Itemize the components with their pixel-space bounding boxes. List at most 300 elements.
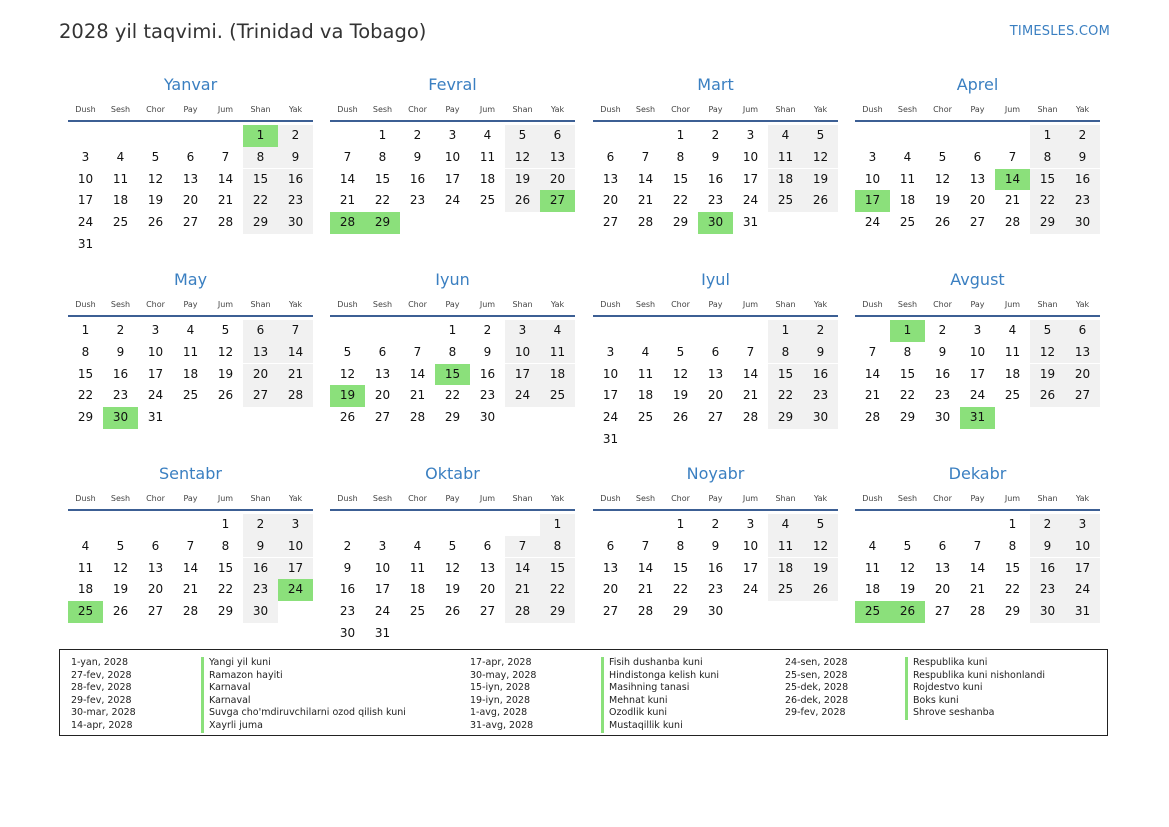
day-cell: 4 [768,514,803,536]
weekday-header: Shan [512,494,533,503]
day-cell: 8 [81,344,90,359]
day-cell: 18 [768,558,803,580]
day-cell: 24 [602,410,619,425]
day-cell: 31 [602,432,619,446]
weekday-header: Pay [183,105,198,114]
day-cell: 21 [637,193,654,208]
weekday-header: Sesh [372,494,393,503]
day-cell: 20 [934,582,951,597]
day-cell: 12 [1030,342,1065,364]
day-cell: 19 [112,582,129,597]
day-cell: 20 [147,582,164,597]
day-cell: 15 [540,558,575,580]
day-cell: 7 [973,538,982,553]
day-cell: 18 [637,388,654,403]
day-cell: 30 [707,604,724,619]
day-cell: 26 [339,410,356,425]
day-cell: 21 [864,388,881,403]
day-cell: 3 [378,538,387,553]
day-cell: 5 [938,149,947,164]
day-cell: 7 [505,536,540,558]
day-cell: 15 [899,366,916,381]
weekday-header: Chor [146,105,165,114]
day-cell: 3 [746,128,755,142]
day-cell: 25 [899,215,916,230]
day-cell: 16 [409,171,426,186]
day-cell: 22 [540,579,575,601]
month-name: Noyabr [686,464,745,483]
header-rule [68,315,313,317]
day-cell: 11 [540,342,575,364]
legend-holiday-name: Ramazon hayiti [201,670,283,683]
day-cell: 2 [343,538,352,553]
day-cell: 26 [444,604,461,619]
day-cell: 6 [973,149,982,164]
day-cell: 18 [182,366,199,381]
day-cell: 20 [540,169,575,191]
day-cell: 24 [77,215,94,230]
day-cell: 19 [934,193,951,208]
day-cell: 15 [1004,560,1021,575]
day-cell: 9 [1030,536,1065,558]
day-cell: 17 [969,366,986,381]
day-cell: 25 [540,385,575,407]
month-name: Mart [697,75,734,94]
header-rule [593,120,838,122]
holiday-day-cell: 30 [103,407,138,429]
day-cell: 22 [243,190,278,212]
page-title: 2028 yil taqvimi. (Trinidad va Tobago) [59,20,427,43]
legend-date: 14-apr, 2028 [71,720,133,731]
day-cell: 29 [1004,604,1021,619]
day-cell: 17 [374,582,391,597]
day-cell: 14 [339,171,356,186]
weekday-header: Shan [250,300,271,309]
day-cell: 8 [221,538,230,553]
day-cell: 6 [1065,320,1100,342]
day-cell: 7 [868,344,877,359]
day-cell: 9 [803,342,838,364]
day-cell: 24 [374,604,391,619]
day-cell: 30 [803,407,838,429]
holiday-day-cell: 19 [330,385,365,407]
day-cell: 16 [479,366,496,381]
day-cell: 18 [409,582,426,597]
weekday-header: Shan [775,494,796,503]
day-cell: 5 [151,149,160,164]
day-cell: 15 [672,171,689,186]
legend-holiday-name: Mustaqillik kuni [601,720,683,733]
day-cell: 1 [676,128,685,142]
day-cell: 22 [672,193,689,208]
day-cell: 18 [899,193,916,208]
day-cell: 31 [77,237,94,251]
month-name: Yanvar [163,75,218,94]
day-cell: 9 [711,538,720,553]
legend-date: 29-fev, 2028 [785,707,846,719]
day-cell: 6 [711,344,720,359]
day-cell: 8 [1008,538,1017,553]
weekday-header: Dush [862,494,883,503]
weekday-header: Jum [742,105,759,114]
day-cell: 10 [864,171,881,186]
day-cell: 26 [803,579,838,601]
month-name: Avgust [950,270,1005,289]
day-cell: 3 [1065,514,1100,536]
day-cell: 23 [1065,190,1100,212]
day-cell: 13 [934,560,951,575]
day-cell: 2 [1030,514,1065,536]
weekday-header: Dush [337,105,358,114]
legend-holiday-name: Hindistonga kelish kuni [601,670,719,683]
day-cell: 6 [378,344,387,359]
day-cell: 14 [409,366,426,381]
day-cell: 8 [768,342,803,364]
day-cell: 16 [934,366,951,381]
weekday-header: Sesh [635,300,656,309]
day-cell: 5 [803,125,838,147]
day-cell: 5 [343,344,352,359]
day-cell: 3 [505,320,540,342]
day-cell: 8 [676,538,685,553]
header-rule [855,315,1100,317]
day-cell: 30 [243,601,278,623]
day-cell: 16 [1030,558,1065,580]
day-cell: 13 [602,560,619,575]
day-cell: 3 [868,149,877,164]
weekday-header: Shan [512,300,533,309]
weekday-header: Sesh [110,105,131,114]
day-cell: 12 [217,344,234,359]
weekday-header: Jum [479,300,496,309]
day-cell: 20 [1065,364,1100,386]
weekday-header: Sesh [897,300,918,309]
day-cell: 27 [374,410,391,425]
weekday-header: Shan [512,105,533,114]
day-cell: 17 [147,366,164,381]
weekday-header: Shan [1037,105,1058,114]
day-cell: 13 [147,560,164,575]
day-cell: 28 [864,410,881,425]
legend-date: 31-avg, 2028 [470,720,534,731]
day-cell: 5 [221,323,230,337]
day-cell: 6 [606,538,615,553]
day-cell: 2 [243,514,278,536]
day-cell: 24 [742,193,759,208]
day-cell: 9 [278,147,313,169]
holiday-day-cell: 25 [855,601,890,623]
day-cell: 7 [186,538,195,553]
day-cell: 26 [505,190,540,212]
day-cell: 26 [217,388,234,403]
day-cell: 13 [374,366,391,381]
weekday-header: Dush [862,105,883,114]
day-cell: 4 [903,149,912,164]
legend-holiday-name: Shrove seshanba [905,707,995,720]
day-cell: 8 [378,149,387,164]
weekday-header: Jum [217,300,234,309]
day-cell: 17 [602,388,619,403]
day-cell: 6 [938,538,947,553]
day-cell: 7 [413,344,422,359]
day-cell: 18 [112,193,129,208]
day-cell: 11 [864,560,881,575]
day-cell: 10 [374,560,391,575]
day-cell: 12 [672,366,689,381]
weekday-header: Dush [600,105,621,114]
month-name: Oktabr [425,464,480,483]
legend-holiday-name: Ozodlik kuni [601,707,667,720]
holiday-day-cell: 1 [890,320,925,342]
day-cell: 10 [147,344,164,359]
day-cell: 6 [151,538,160,553]
weekday-header: Yak [813,105,828,114]
day-cell: 2 [278,125,313,147]
day-cell: 27 [243,385,278,407]
day-cell: 1 [448,323,457,337]
day-cell: 11 [182,344,199,359]
day-cell: 6 [483,538,492,553]
weekday-header: Dush [75,105,96,114]
weekday-header: Yak [550,300,565,309]
day-cell: 15 [217,560,234,575]
day-cell: 12 [444,560,461,575]
day-cell: 10 [1065,536,1100,558]
day-cell: 5 [1030,320,1065,342]
day-cell: 29 [1030,212,1065,234]
weekday-header: Yak [813,300,828,309]
day-cell: 20 [374,388,391,403]
day-cell: 20 [602,193,619,208]
day-cell: 12 [112,560,129,575]
day-cell: 29 [672,604,689,619]
weekday-header: Sesh [897,494,918,503]
day-cell: 10 [77,171,94,186]
day-cell: 14 [505,558,540,580]
day-cell: 15 [77,366,94,381]
day-cell: 3 [448,128,457,142]
holiday-day-cell: 14 [995,169,1030,191]
weekday-header: Yak [288,300,303,309]
day-cell: 22 [1030,190,1065,212]
day-cell: 15 [374,171,391,186]
holiday-legend [59,649,1108,736]
weekday-header: Shan [775,105,796,114]
weekday-header: Dush [862,300,883,309]
day-cell: 7 [746,344,755,359]
weekday-header: Jum [479,105,496,114]
header-rule [68,509,313,511]
day-cell: 8 [903,344,912,359]
month-name: Iyul [701,270,730,289]
day-cell: 4 [483,128,492,142]
day-cell: 23 [479,388,496,403]
day-cell: 16 [278,169,313,191]
day-cell: 2 [1065,125,1100,147]
day-cell: 3 [278,514,313,536]
weekday-header: Dush [337,300,358,309]
day-cell: 28 [637,604,654,619]
day-cell: 25 [409,604,426,619]
day-cell: 20 [182,193,199,208]
day-cell: 26 [803,190,838,212]
day-cell: 2 [413,128,422,142]
weekday-header: Pay [970,300,985,309]
day-cell: 6 [243,320,278,342]
day-cell: 29 [217,604,234,619]
day-cell: 10 [742,538,759,553]
day-cell: 11 [1004,344,1021,359]
day-cell: 22 [672,582,689,597]
day-cell: 17 [444,171,461,186]
day-cell: 30 [1030,601,1065,623]
day-cell: 4 [116,149,125,164]
day-cell: 29 [77,410,94,425]
day-cell: 12 [505,147,540,169]
day-cell: 27 [969,215,986,230]
day-cell: 1 [221,517,230,531]
day-cell: 20 [969,193,986,208]
legend-holiday-name: Karnaval [201,695,251,708]
day-cell: 1 [1008,517,1017,531]
weekday-header: Chor [933,494,952,503]
day-cell: 26 [112,604,129,619]
day-cell: 27 [934,604,951,619]
weekday-header: Pay [970,494,985,503]
day-cell: 28 [182,604,199,619]
day-cell: 10 [444,149,461,164]
legend-date: 19-iyn, 2028 [470,694,531,706]
day-cell: 6 [186,149,195,164]
weekday-header: Dush [75,300,96,309]
weekday-header: Pay [445,494,460,503]
day-cell: 26 [147,215,164,230]
day-cell: 9 [1065,147,1100,169]
day-cell: 28 [409,410,426,425]
legend-date: 28-fev, 2028 [71,682,132,694]
weekday-header: Dush [337,494,358,503]
day-cell: 19 [444,582,461,597]
day-cell: 10 [278,536,313,558]
legend-date: 30-mar, 2028 [71,707,136,719]
weekday-header: Jum [217,494,234,503]
day-cell: 23 [934,388,951,403]
weekday-header: Jum [742,300,759,309]
day-cell: 23 [409,193,426,208]
weekday-header: Pay [445,300,460,309]
weekday-header: Pay [970,105,985,114]
day-cell: 13 [479,560,496,575]
weekday-header: Sesh [372,300,393,309]
day-cell: 28 [742,410,759,425]
legend-date: 24-sen, 2028 [785,657,848,668]
day-cell: 30 [339,626,356,640]
day-cell: 13 [1065,342,1100,364]
day-cell: 25 [768,579,803,601]
day-cell: 10 [602,366,619,381]
legend-date: 27-fev, 2028 [71,669,132,681]
day-cell: 4 [540,320,575,342]
day-cell: 28 [969,604,986,619]
holiday-day-cell: 25 [68,601,103,623]
day-cell: 5 [448,538,457,553]
day-cell: 4 [81,538,90,553]
day-cell: 7 [1008,149,1017,164]
day-cell: 21 [182,582,199,597]
day-cell: 23 [707,582,724,597]
day-cell: 18 [1004,366,1021,381]
weekday-header: Chor [408,300,427,309]
day-cell: 25 [1004,388,1021,403]
day-cell: 8 [540,536,575,558]
legend-holiday-name: Xayrli juma [201,720,263,733]
day-cell: 20 [602,582,619,597]
day-cell: 14 [969,560,986,575]
weekday-header: Jum [217,105,234,114]
weekday-header: Pay [708,105,723,114]
day-cell: 30 [1065,212,1100,234]
weekday-header: Shan [1037,494,1058,503]
day-cell: 10 [742,149,759,164]
month-name: Fevral [428,75,477,94]
day-cell: 14 [742,366,759,381]
weekday-header: Pay [708,494,723,503]
day-cell: 13 [243,342,278,364]
holiday-day-cell: 15 [435,364,470,386]
day-cell: 16 [243,558,278,580]
weekday-header: Jum [1004,300,1021,309]
day-cell: 11 [637,366,654,381]
day-cell: 29 [768,407,803,429]
day-cell: 3 [606,344,615,359]
day-cell: 25 [479,193,496,208]
day-cell: 7 [641,538,650,553]
day-cell: 1 [1030,125,1065,147]
weekday-header: Sesh [635,105,656,114]
day-cell: 23 [243,579,278,601]
weekday-header: Yak [1075,300,1090,309]
day-cell: 17 [505,364,540,386]
day-cell: 5 [803,514,838,536]
day-cell: 8 [243,147,278,169]
day-cell: 27 [602,215,619,230]
day-cell: 27 [602,604,619,619]
legend-holiday-name: Masihning tanasi [601,682,689,695]
header-rule [855,120,1100,122]
day-cell: 22 [768,385,803,407]
day-cell: 19 [672,388,689,403]
day-cell: 6 [540,125,575,147]
day-cell: 24 [1065,579,1100,601]
day-cell: 4 [868,538,877,553]
day-cell: 12 [803,536,838,558]
brand-link[interactable]: TIMESLES.COM [1009,24,1110,39]
holiday-day-cell: 31 [960,407,995,429]
weekday-header: Yak [813,494,828,503]
day-cell: 1 [540,514,575,536]
day-cell: 9 [116,344,125,359]
day-cell: 9 [711,149,720,164]
day-cell: 3 [973,323,982,337]
weekday-header: Jum [742,494,759,503]
day-cell: 31 [1065,601,1100,623]
weekday-header: Chor [146,300,165,309]
day-cell: 19 [899,582,916,597]
day-cell: 26 [934,215,951,230]
weekday-header: Pay [708,300,723,309]
day-cell: 9 [483,344,492,359]
day-cell: 11 [768,536,803,558]
